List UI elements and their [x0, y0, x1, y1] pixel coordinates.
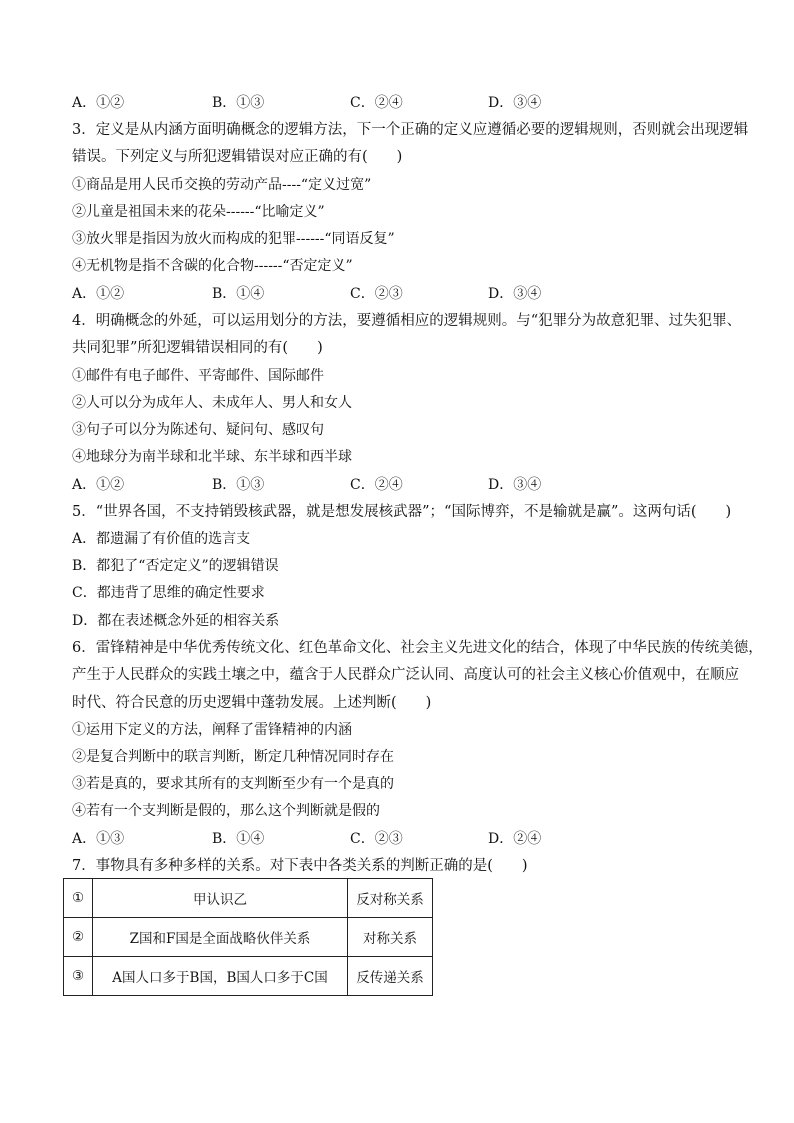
- q6-stem-line-3: 时代、符合民意的历史逻辑中蓬勃发展。上述判断( ): [72, 695, 432, 711]
- q3-item-4: ④无机物是指不含碳的化合物------“否定定义”: [72, 258, 353, 274]
- q4-item-1: ①邮件有电子邮件、平寄邮件、国际邮件: [72, 368, 324, 384]
- q6-option-b[interactable]: B．①④: [212, 831, 265, 847]
- q6-stem-line-1: 6．雷锋精神是中华优秀传统文化、红色革命文化、社会主义先进文化的结合，体现了中华民族的传统美德，: [72, 640, 763, 656]
- q2-option-b[interactable]: B．①③: [212, 95, 265, 111]
- q2-option-d[interactable]: D．③④: [488, 95, 542, 111]
- q6-item-2: ②是复合判断中的联言判断，断定几种情况同时存在: [72, 749, 394, 765]
- q3-option-b[interactable]: B．①④: [212, 286, 265, 302]
- q6-options: [72, 829, 632, 849]
- q3-options: [72, 284, 632, 304]
- relation-type: 反对称关系: [348, 879, 433, 918]
- row-number: ③: [64, 957, 93, 996]
- q2-options: [72, 93, 632, 113]
- q6-item-4: ④若有一个支判断是假的，那么这个判断就是假的: [72, 803, 380, 819]
- q4-options: [72, 475, 632, 495]
- q6-stem-line-2: 产生于人民群众的实践土壤之中，蕴含于人民群众广泛认同、高度认可的社会主义核心价值观中，在顺应: [72, 667, 739, 683]
- q6-option-a[interactable]: A．①③: [72, 831, 125, 847]
- q7-stem-line-1: 7．事物具有多种多样的关系。对下表中各类关系的判断正确的是( ): [72, 858, 528, 874]
- q5-choice-b[interactable]: B．都犯了“否定定义”的逻辑错误: [72, 558, 279, 574]
- table-row: [64, 957, 433, 996]
- relation-description: A国人口多于B国，B国人口多于C国: [93, 957, 348, 996]
- q3-option-c[interactable]: C．②③: [350, 286, 403, 302]
- q3-option-d[interactable]: D．③④: [488, 286, 542, 302]
- q3-stem-line-1: 3．定义是从内涵方面明确概念的逻辑方法，下一个正确的定义应遵循必要的逻辑规则，否则就会出现逻辑: [72, 122, 749, 138]
- q5-stem-line-1: 5．“世界各国，不支持销毁核武器，就是想发展核武器”；“国际博弈，不是输就是赢”。这两句话( ): [72, 504, 732, 520]
- relation-type: 对称关系: [348, 918, 433, 957]
- q4-stem-line-2: 共同犯罪”所犯逻辑错误相同的有( ): [72, 340, 323, 356]
- q4-item-3: ③句子可以分为陈述句、疑问句、感叹句: [72, 422, 324, 438]
- q4-item-4: ④地球分为南半球和北半球、东半球和西半球: [72, 449, 352, 465]
- q3-item-1: ①商品是用人民币交换的劳动产品----“定义过宽”: [72, 177, 372, 193]
- q3-item-3: ③放火罪是指因为放火而构成的犯罪------“同语反复”: [72, 231, 395, 247]
- table-row: [64, 879, 433, 918]
- q5-choice-d[interactable]: D．都在表述概念外延的相容关系: [72, 613, 280, 629]
- q5-choice-a[interactable]: A．都遗漏了有价值的选言支: [72, 531, 251, 547]
- q6-option-d[interactable]: D．②④: [488, 831, 542, 847]
- q3-stem-line-2: 错误。下列定义与所犯逻辑错误对应正确的有( ): [72, 149, 403, 165]
- q4-option-d[interactable]: D．③④: [488, 477, 542, 493]
- q4-option-a[interactable]: A．①②: [72, 477, 125, 493]
- q6-item-1: ①运用下定义的方法，阐释了雷锋精神的内涵: [72, 722, 352, 738]
- row-number: ①: [64, 879, 93, 918]
- q4-item-2: ②人可以分为成年人、未成年人、男人和女人: [72, 395, 352, 411]
- q4-option-c[interactable]: C．②④: [350, 477, 403, 493]
- q2-option-a[interactable]: A．①②: [72, 95, 125, 111]
- relation-table: [63, 878, 433, 996]
- q6-item-3: ③若是真的，要求其所有的支判断至少有一个是真的: [72, 776, 394, 792]
- relation-description: Z国和F国是全面战略伙伴关系: [93, 918, 348, 957]
- q6-option-c[interactable]: C．②③: [350, 831, 403, 847]
- q2-option-c[interactable]: C．②④: [350, 95, 403, 111]
- q4-option-b[interactable]: B．①③: [212, 477, 265, 493]
- table-row: [64, 918, 433, 957]
- q5-choice-c[interactable]: C．都违背了思维的确定性要求: [72, 585, 265, 601]
- q3-item-2: ②儿童是祖国未来的花朵------“比喻定义”: [72, 204, 325, 220]
- relation-type: 反传递关系: [348, 957, 433, 996]
- q3-option-a[interactable]: A．①②: [72, 286, 125, 302]
- relation-description: 甲认识乙: [93, 879, 348, 918]
- row-number: ②: [64, 918, 93, 957]
- q4-stem-line-1: 4．明确概念的外延，可以运用划分的方法，要遵循相应的逻辑规则。与“犯罪分为故意犯罪、过失犯罪、: [72, 313, 742, 329]
